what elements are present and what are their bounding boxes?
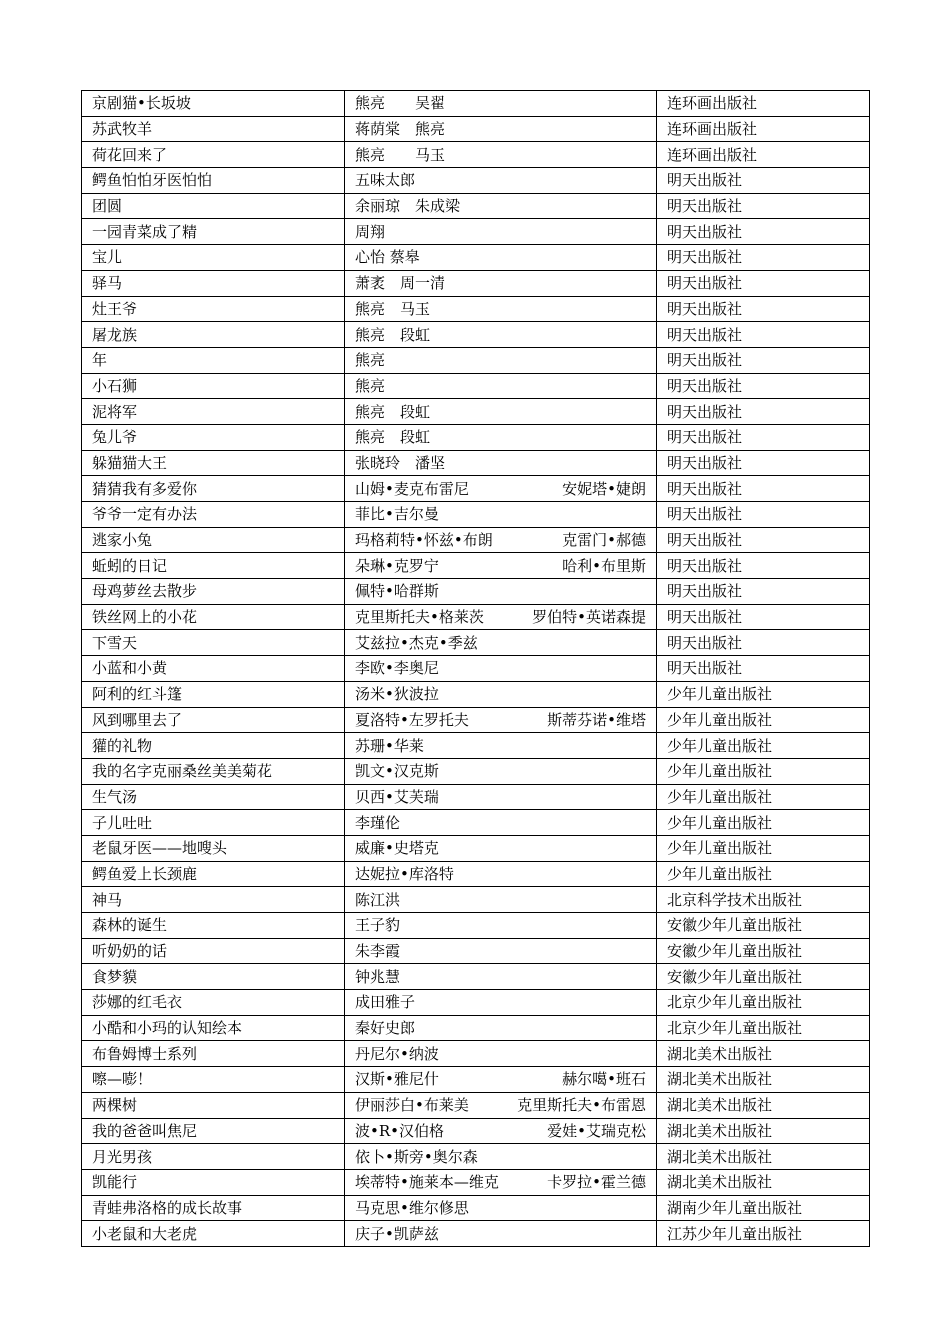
book-title-cell: 听奶奶的话 — [82, 938, 345, 964]
author-name: 马克思•维尔修思 — [355, 1198, 469, 1217]
publisher-cell: 湖南少年儿童出版社 — [657, 1195, 870, 1221]
table-row — [82, 758, 870, 784]
author-name: 菲比•吉尔曼 — [355, 505, 439, 524]
publisher-cell: 安徽少年儿童出版社 — [657, 938, 870, 964]
author-cell — [345, 450, 657, 476]
book-title-cell: 苏武牧羊 — [82, 116, 345, 142]
table-row — [82, 1118, 870, 1144]
table-row — [82, 296, 870, 322]
publisher-cell: 湖北美术出版社 — [657, 1169, 870, 1195]
author-cell — [345, 784, 657, 810]
author-cell — [345, 91, 657, 117]
author-name: 山姆•麦克布雷尼 — [355, 479, 469, 498]
publisher-cell: 明天出版社 — [657, 399, 870, 425]
table-row — [82, 142, 870, 168]
author-name: 五味太郎 — [355, 171, 416, 190]
table-row — [82, 450, 870, 476]
author-name: 李欧•李奥尼 — [355, 659, 439, 678]
illustrator-name: 哈利•布里斯 — [562, 556, 646, 575]
author-name: 伊丽莎白•布莱美 — [355, 1096, 469, 1115]
illustrator-name: 卡罗拉•霍兰德 — [547, 1173, 646, 1192]
illustrator-name: 安妮塔•婕朗 — [562, 479, 646, 498]
publisher-cell: 北京少年儿童出版社 — [657, 990, 870, 1016]
author-cell — [345, 887, 657, 913]
book-title-cell: 猜猜我有多爱你 — [82, 476, 345, 502]
book-title-cell: 蚯蚓的日记 — [82, 553, 345, 579]
book-list-body — [82, 91, 870, 1247]
author-cell — [345, 399, 657, 425]
author-name: 艾兹拉•杰克•季兹 — [355, 633, 478, 652]
author-name: 夏洛特•左罗托夫 — [355, 710, 469, 729]
author-name: 周翔 — [355, 222, 386, 241]
table-row — [82, 116, 870, 142]
book-title-cell: 下雪天 — [82, 630, 345, 656]
table-row — [82, 604, 870, 630]
author-cell — [345, 630, 657, 656]
author-cell — [345, 681, 657, 707]
book-title-cell: 一园青菜成了精 — [82, 219, 345, 245]
author-cell — [345, 1195, 657, 1221]
publisher-cell: 北京科学技术出版社 — [657, 887, 870, 913]
book-title-cell: 阿利的红斗篷 — [82, 681, 345, 707]
table-row — [82, 784, 870, 810]
publisher-cell: 少年儿童出版社 — [657, 784, 870, 810]
publisher-cell: 明天出版社 — [657, 656, 870, 682]
author-name: 庆子•凯萨兹 — [355, 1224, 439, 1243]
book-title-cell: 年 — [82, 347, 345, 373]
author-name: 熊亮 段虹 — [355, 428, 431, 447]
author-cell — [345, 733, 657, 759]
book-title-cell: 泥将军 — [82, 399, 345, 425]
publisher-cell: 明天出版社 — [657, 527, 870, 553]
author-name: 熊亮 — [355, 376, 386, 395]
author-name: 达妮拉•库洛特 — [355, 864, 454, 883]
table-row — [82, 964, 870, 990]
table-row — [82, 347, 870, 373]
author-name: 朱李霞 — [355, 942, 401, 961]
author-name: 陈江洪 — [355, 890, 401, 909]
book-title-cell: 小石狮 — [82, 373, 345, 399]
book-title-cell: 团圆 — [82, 193, 345, 219]
illustrator-name: 克里斯托夫•布雷恩 — [517, 1096, 646, 1115]
author-cell — [345, 322, 657, 348]
table-row — [82, 1221, 870, 1247]
book-title-cell: 嚓—嘭！ — [82, 1067, 345, 1093]
publisher-cell: 安徽少年儿童出版社 — [657, 913, 870, 939]
author-cell — [345, 193, 657, 219]
author-cell — [345, 990, 657, 1016]
author-cell — [345, 502, 657, 528]
author-name: 苏珊•华莱 — [355, 736, 424, 755]
author-cell — [345, 1067, 657, 1093]
table-row — [82, 1144, 870, 1170]
author-cell — [345, 604, 657, 630]
book-title-cell: 风到哪里去了 — [82, 707, 345, 733]
author-cell — [345, 861, 657, 887]
publisher-cell: 明天出版社 — [657, 373, 870, 399]
table-row — [82, 245, 870, 271]
table-row — [82, 681, 870, 707]
publisher-cell: 明天出版社 — [657, 270, 870, 296]
table-row — [82, 193, 870, 219]
author-cell — [345, 476, 657, 502]
table-row — [82, 887, 870, 913]
book-title-cell: 两棵树 — [82, 1092, 345, 1118]
author-cell — [345, 168, 657, 194]
table-row — [82, 553, 870, 579]
book-title-cell: 老鼠牙医——地嗖头 — [82, 835, 345, 861]
book-title-cell: 月光男孩 — [82, 1144, 345, 1170]
publisher-cell: 少年儿童出版社 — [657, 758, 870, 784]
author-name: 汉斯•雅尼什 — [355, 1070, 439, 1089]
author-name: 汤米•狄波拉 — [355, 685, 439, 704]
publisher-cell: 明天出版社 — [657, 476, 870, 502]
author-name: 熊亮 段虹 — [355, 325, 431, 344]
publisher-cell: 明天出版社 — [657, 630, 870, 656]
author-cell — [345, 553, 657, 579]
author-name: 熊亮 马玉 — [355, 145, 446, 164]
publisher-cell: 少年儿童出版社 — [657, 707, 870, 733]
book-title-cell: 子儿吐吐 — [82, 810, 345, 836]
author-cell — [345, 758, 657, 784]
author-name: 贝西•艾芙瑞 — [355, 787, 439, 806]
author-name: 蒋荫棠 熊亮 — [355, 120, 446, 139]
table-row — [82, 1067, 870, 1093]
table-row — [82, 861, 870, 887]
publisher-cell: 明天出版社 — [657, 168, 870, 194]
table-row — [82, 270, 870, 296]
publisher-cell: 明天出版社 — [657, 424, 870, 450]
author-cell — [345, 707, 657, 733]
publisher-cell: 湖北美术出版社 — [657, 1041, 870, 1067]
table-row — [82, 322, 870, 348]
book-title-cell: 小蓝和小黄 — [82, 656, 345, 682]
author-name: 威廉•史塔克 — [355, 839, 439, 858]
table-row — [82, 1041, 870, 1067]
book-title-cell: 京剧猫•长坂坡 — [82, 91, 345, 117]
book-title-cell: 莎娜的红毛衣 — [82, 990, 345, 1016]
author-name: 丹尼尔•纳波 — [355, 1044, 439, 1063]
book-title-cell: 青蛙弗洛格的成长故事 — [82, 1195, 345, 1221]
publisher-cell: 明天出版社 — [657, 193, 870, 219]
publisher-cell: 明天出版社 — [657, 245, 870, 271]
publisher-cell: 连环画出版社 — [657, 142, 870, 168]
book-title-cell: 食梦貘 — [82, 964, 345, 990]
table-row — [82, 1015, 870, 1041]
table-row — [82, 91, 870, 117]
table-row — [82, 476, 870, 502]
author-name: 朵琳•克罗宁 — [355, 556, 439, 575]
publisher-cell: 少年儿童出版社 — [657, 810, 870, 836]
author-name: 佩特•哈群斯 — [355, 582, 439, 601]
author-name: 张晓玲 潘坚 — [355, 453, 446, 472]
author-cell — [345, 424, 657, 450]
book-title-cell: 爷爷一定有办法 — [82, 502, 345, 528]
author-name: 凯文•汉克斯 — [355, 762, 439, 781]
table-row — [82, 810, 870, 836]
author-name: 心怡 蔡皋 — [355, 248, 420, 267]
author-name: 熊亮 吴翟 — [355, 94, 446, 113]
author-name: 成田雅子 — [355, 993, 416, 1012]
author-name: 余丽琼 朱成梁 — [355, 197, 461, 216]
author-cell — [345, 1041, 657, 1067]
table-row — [82, 373, 870, 399]
author-name: 熊亮 — [355, 351, 386, 370]
author-cell — [345, 1169, 657, 1195]
table-row — [82, 219, 870, 245]
publisher-cell: 少年儿童出版社 — [657, 835, 870, 861]
author-cell — [345, 296, 657, 322]
book-title-cell: 鳄鱼爱上长颈鹿 — [82, 861, 345, 887]
book-title-cell: 布鲁姆博士系列 — [82, 1041, 345, 1067]
author-name: 李瑾伦 — [355, 813, 401, 832]
author-name: 钟兆慧 — [355, 967, 401, 986]
author-cell — [345, 1092, 657, 1118]
author-cell — [345, 373, 657, 399]
book-title-cell: 宝儿 — [82, 245, 345, 271]
illustrator-name: 赫尔噶•班石 — [562, 1070, 646, 1089]
publisher-cell: 北京少年儿童出版社 — [657, 1015, 870, 1041]
publisher-cell: 安徽少年儿童出版社 — [657, 964, 870, 990]
publisher-cell: 少年儿童出版社 — [657, 733, 870, 759]
book-title-cell: 屠龙族 — [82, 322, 345, 348]
book-title-cell: 母鸡萝丝去散步 — [82, 579, 345, 605]
author-cell — [345, 219, 657, 245]
book-title-cell: 凯能行 — [82, 1169, 345, 1195]
author-cell — [345, 913, 657, 939]
author-cell — [345, 964, 657, 990]
publisher-cell: 明天出版社 — [657, 502, 870, 528]
book-title-cell: 灶王爷 — [82, 296, 345, 322]
table-row — [82, 399, 870, 425]
book-title-cell: 生气汤 — [82, 784, 345, 810]
book-title-cell: 我的爸爸叫焦尼 — [82, 1118, 345, 1144]
table-row — [82, 835, 870, 861]
book-title-cell: 躲猫猫大王 — [82, 450, 345, 476]
author-cell — [345, 116, 657, 142]
author-cell — [345, 1015, 657, 1041]
author-cell — [345, 142, 657, 168]
author-name: 克里斯托夫•格莱茨 — [355, 608, 484, 627]
book-title-cell: 我的名字克丽桑丝美美菊花 — [82, 758, 345, 784]
table-row — [82, 656, 870, 682]
author-name: 秦好史郎 — [355, 1019, 416, 1038]
table-row — [82, 1092, 870, 1118]
author-name: 玛格莉特•怀兹•布朗 — [355, 531, 493, 550]
illustrator-name: 罗伯特•英诺森提 — [532, 608, 646, 627]
publisher-cell: 明天出版社 — [657, 579, 870, 605]
author-name: 熊亮 段虹 — [355, 402, 431, 421]
publisher-cell: 湖北美术出版社 — [657, 1118, 870, 1144]
publisher-cell: 少年儿童出版社 — [657, 681, 870, 707]
table-row — [82, 630, 870, 656]
publisher-cell: 连环画出版社 — [657, 91, 870, 117]
table-row — [82, 733, 870, 759]
book-title-cell: 铁丝网上的小花 — [82, 604, 345, 630]
illustrator-name: 克雷门•郝德 — [562, 531, 646, 550]
author-cell — [345, 1144, 657, 1170]
illustrator-name: 斯蒂芬诺•维塔 — [547, 710, 646, 729]
publisher-cell: 明天出版社 — [657, 347, 870, 373]
author-cell — [345, 527, 657, 553]
author-cell — [345, 810, 657, 836]
table-row — [82, 1195, 870, 1221]
author-cell — [345, 347, 657, 373]
author-name: 依卜•斯旁•奥尔森 — [355, 1147, 478, 1166]
author-name: 王子豹 — [355, 916, 401, 935]
book-title-cell: 荷花回来了 — [82, 142, 345, 168]
table-row — [82, 527, 870, 553]
book-title-cell: 兔儿爷 — [82, 424, 345, 450]
publisher-cell: 江苏少年儿童出版社 — [657, 1221, 870, 1247]
table-row — [82, 579, 870, 605]
author-name: 熊亮 马玉 — [355, 299, 431, 318]
book-title-cell: 鳄鱼怕怕牙医怕怕 — [82, 168, 345, 194]
publisher-cell: 明天出版社 — [657, 296, 870, 322]
book-title-cell: 神马 — [82, 887, 345, 913]
table-row — [82, 707, 870, 733]
table-row — [82, 1169, 870, 1195]
author-cell — [345, 1118, 657, 1144]
author-cell — [345, 656, 657, 682]
book-title-cell: 獾的礼物 — [82, 733, 345, 759]
table-row — [82, 913, 870, 939]
table-row — [82, 168, 870, 194]
book-list-table — [81, 90, 870, 1247]
book-title-cell: 驿马 — [82, 270, 345, 296]
author-name: 埃蒂特•施莱本—维克 — [355, 1173, 499, 1192]
publisher-cell: 明天出版社 — [657, 450, 870, 476]
illustrator-name: 爱娃•艾瑞克松 — [547, 1121, 646, 1140]
book-title-cell: 小老鼠和大老虎 — [82, 1221, 345, 1247]
book-title-cell: 逃家小兔 — [82, 527, 345, 553]
publisher-cell: 连环画出版社 — [657, 116, 870, 142]
publisher-cell: 明天出版社 — [657, 553, 870, 579]
author-cell — [345, 270, 657, 296]
publisher-cell: 明天出版社 — [657, 219, 870, 245]
author-cell — [345, 1221, 657, 1247]
author-cell — [345, 835, 657, 861]
author-name: 波•R•汉伯格 — [355, 1121, 444, 1140]
author-cell — [345, 579, 657, 605]
author-cell — [345, 245, 657, 271]
publisher-cell: 湖北美术出版社 — [657, 1067, 870, 1093]
table-row — [82, 990, 870, 1016]
publisher-cell: 少年儿童出版社 — [657, 861, 870, 887]
table-row — [82, 502, 870, 528]
publisher-cell: 明天出版社 — [657, 604, 870, 630]
publisher-cell: 湖北美术出版社 — [657, 1144, 870, 1170]
author-name: 萧袤 周一清 — [355, 274, 446, 293]
book-title-cell: 小酷和小玛的认知绘本 — [82, 1015, 345, 1041]
publisher-cell: 明天出版社 — [657, 322, 870, 348]
book-title-cell: 森林的诞生 — [82, 913, 345, 939]
table-row — [82, 938, 870, 964]
author-cell — [345, 938, 657, 964]
table-row — [82, 424, 870, 450]
publisher-cell: 湖北美术出版社 — [657, 1092, 870, 1118]
